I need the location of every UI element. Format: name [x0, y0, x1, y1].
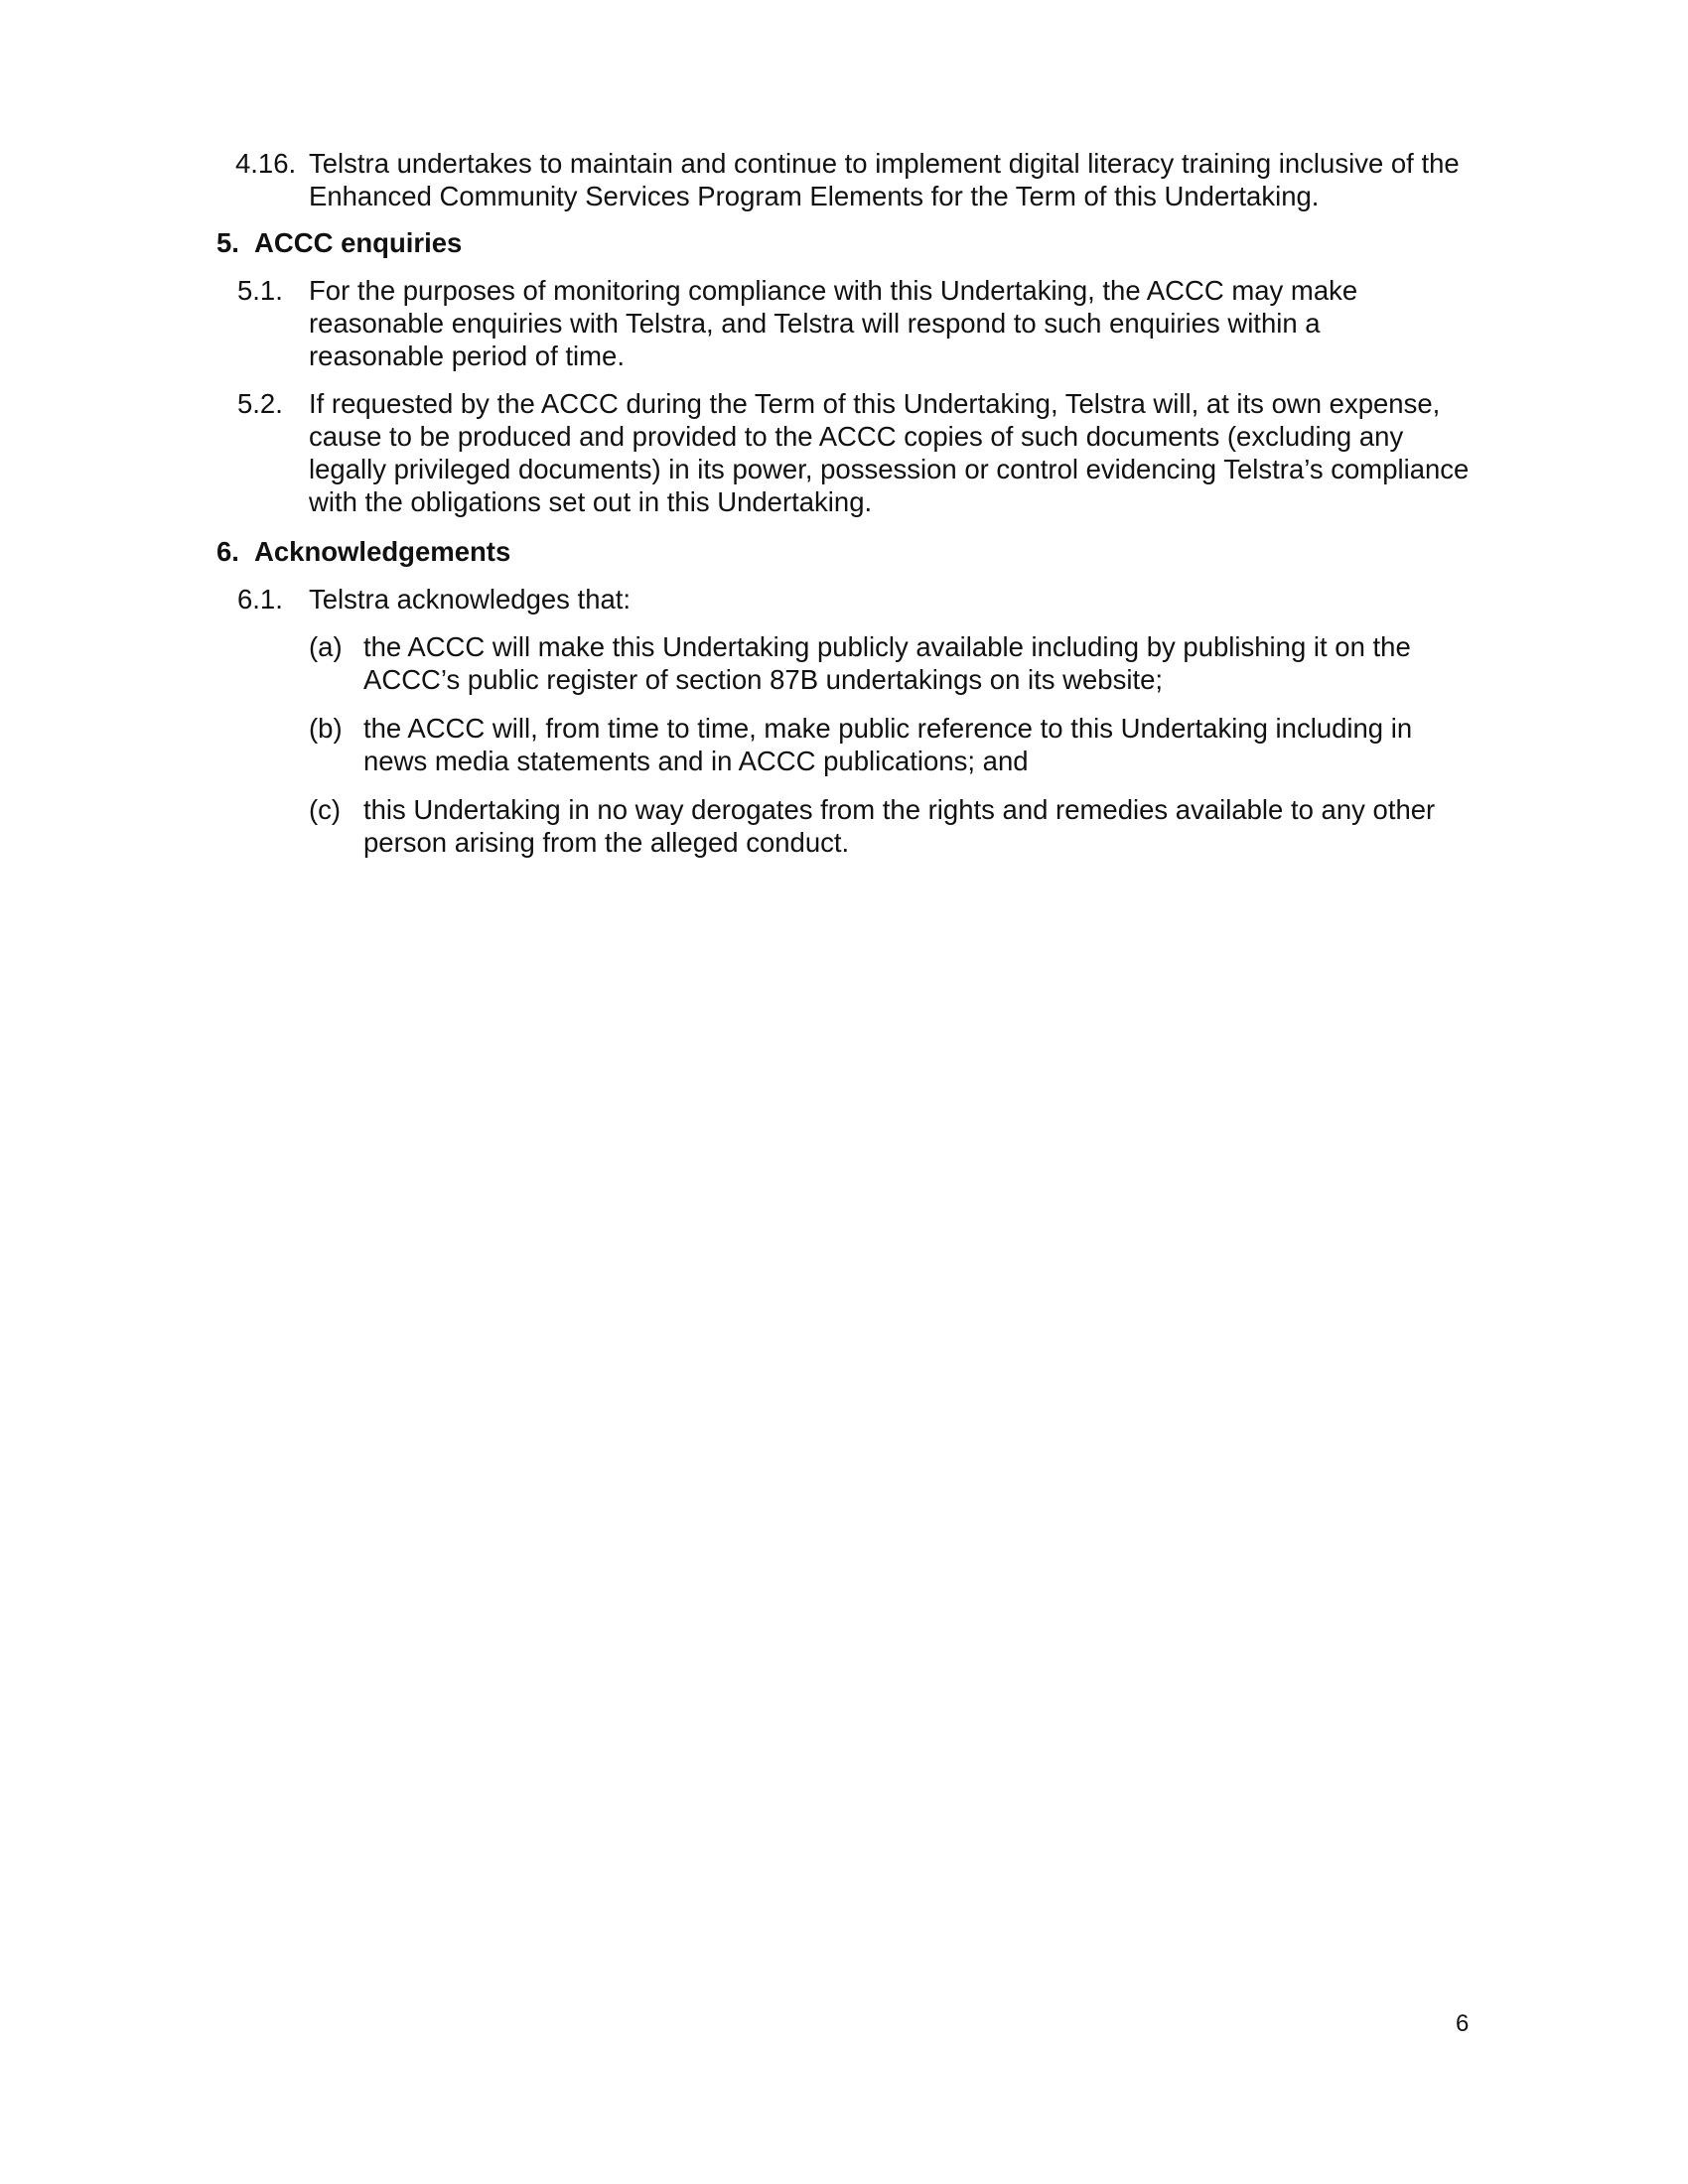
item-label: (a) [309, 631, 343, 662]
clause-number: 6.1. [237, 584, 283, 614]
clause-number: 4.16. [235, 148, 297, 179]
item-text: the ACCC will make this Undertaking publicly available including by publishing it on the ACCC’s public register of section 87B undertakings on its website; [363, 631, 1411, 695]
section-number: 6. [216, 536, 239, 567]
section-title: Acknowledgements [254, 536, 511, 567]
clause-number: 5.2. [237, 388, 283, 419]
clause-text: If requested by the ACCC during the Term of this Undertaking, Telstra will, at its own expense, cause to be produced and provided to the ACCC copies of such documents (excluding any legally privileged documents) in its power, possession or control evidencing Telstra’s compliance with the obligations set out in this Undertaking. [309, 388, 1470, 517]
item-label: (b) [309, 713, 343, 744]
item-label: (c) [309, 794, 342, 825]
clause-number: 5.1. [237, 275, 283, 306]
section-number: 5. [216, 227, 239, 258]
clause-text: Telstra acknowledges that: [309, 584, 632, 614]
section-title: ACCC enquiries [254, 227, 463, 258]
item-text: the ACCC will, from time to time, make public reference to this Undertaking including in news media statements and in ACCC publications; and [363, 713, 1413, 776]
clause-text: For the purposes of monitoring compliance with this Undertaking, the ACCC may make reasonable enquiries with Telstra, and Telstra will respond to such enquiries within a reasonable period of time. [309, 275, 1358, 371]
page-number: 6 [1456, 2010, 1470, 2037]
item-text: this Undertaking in no way derogates from the rights and remedies available to any other person arising from the alleged conduct. [363, 794, 1436, 858]
clause-text: Telstra undertakes to maintain and continue to implement digital literacy training inclusive of the Enhanced Community Services Program Elements for the Term of this Undertaking. [309, 148, 1460, 211]
